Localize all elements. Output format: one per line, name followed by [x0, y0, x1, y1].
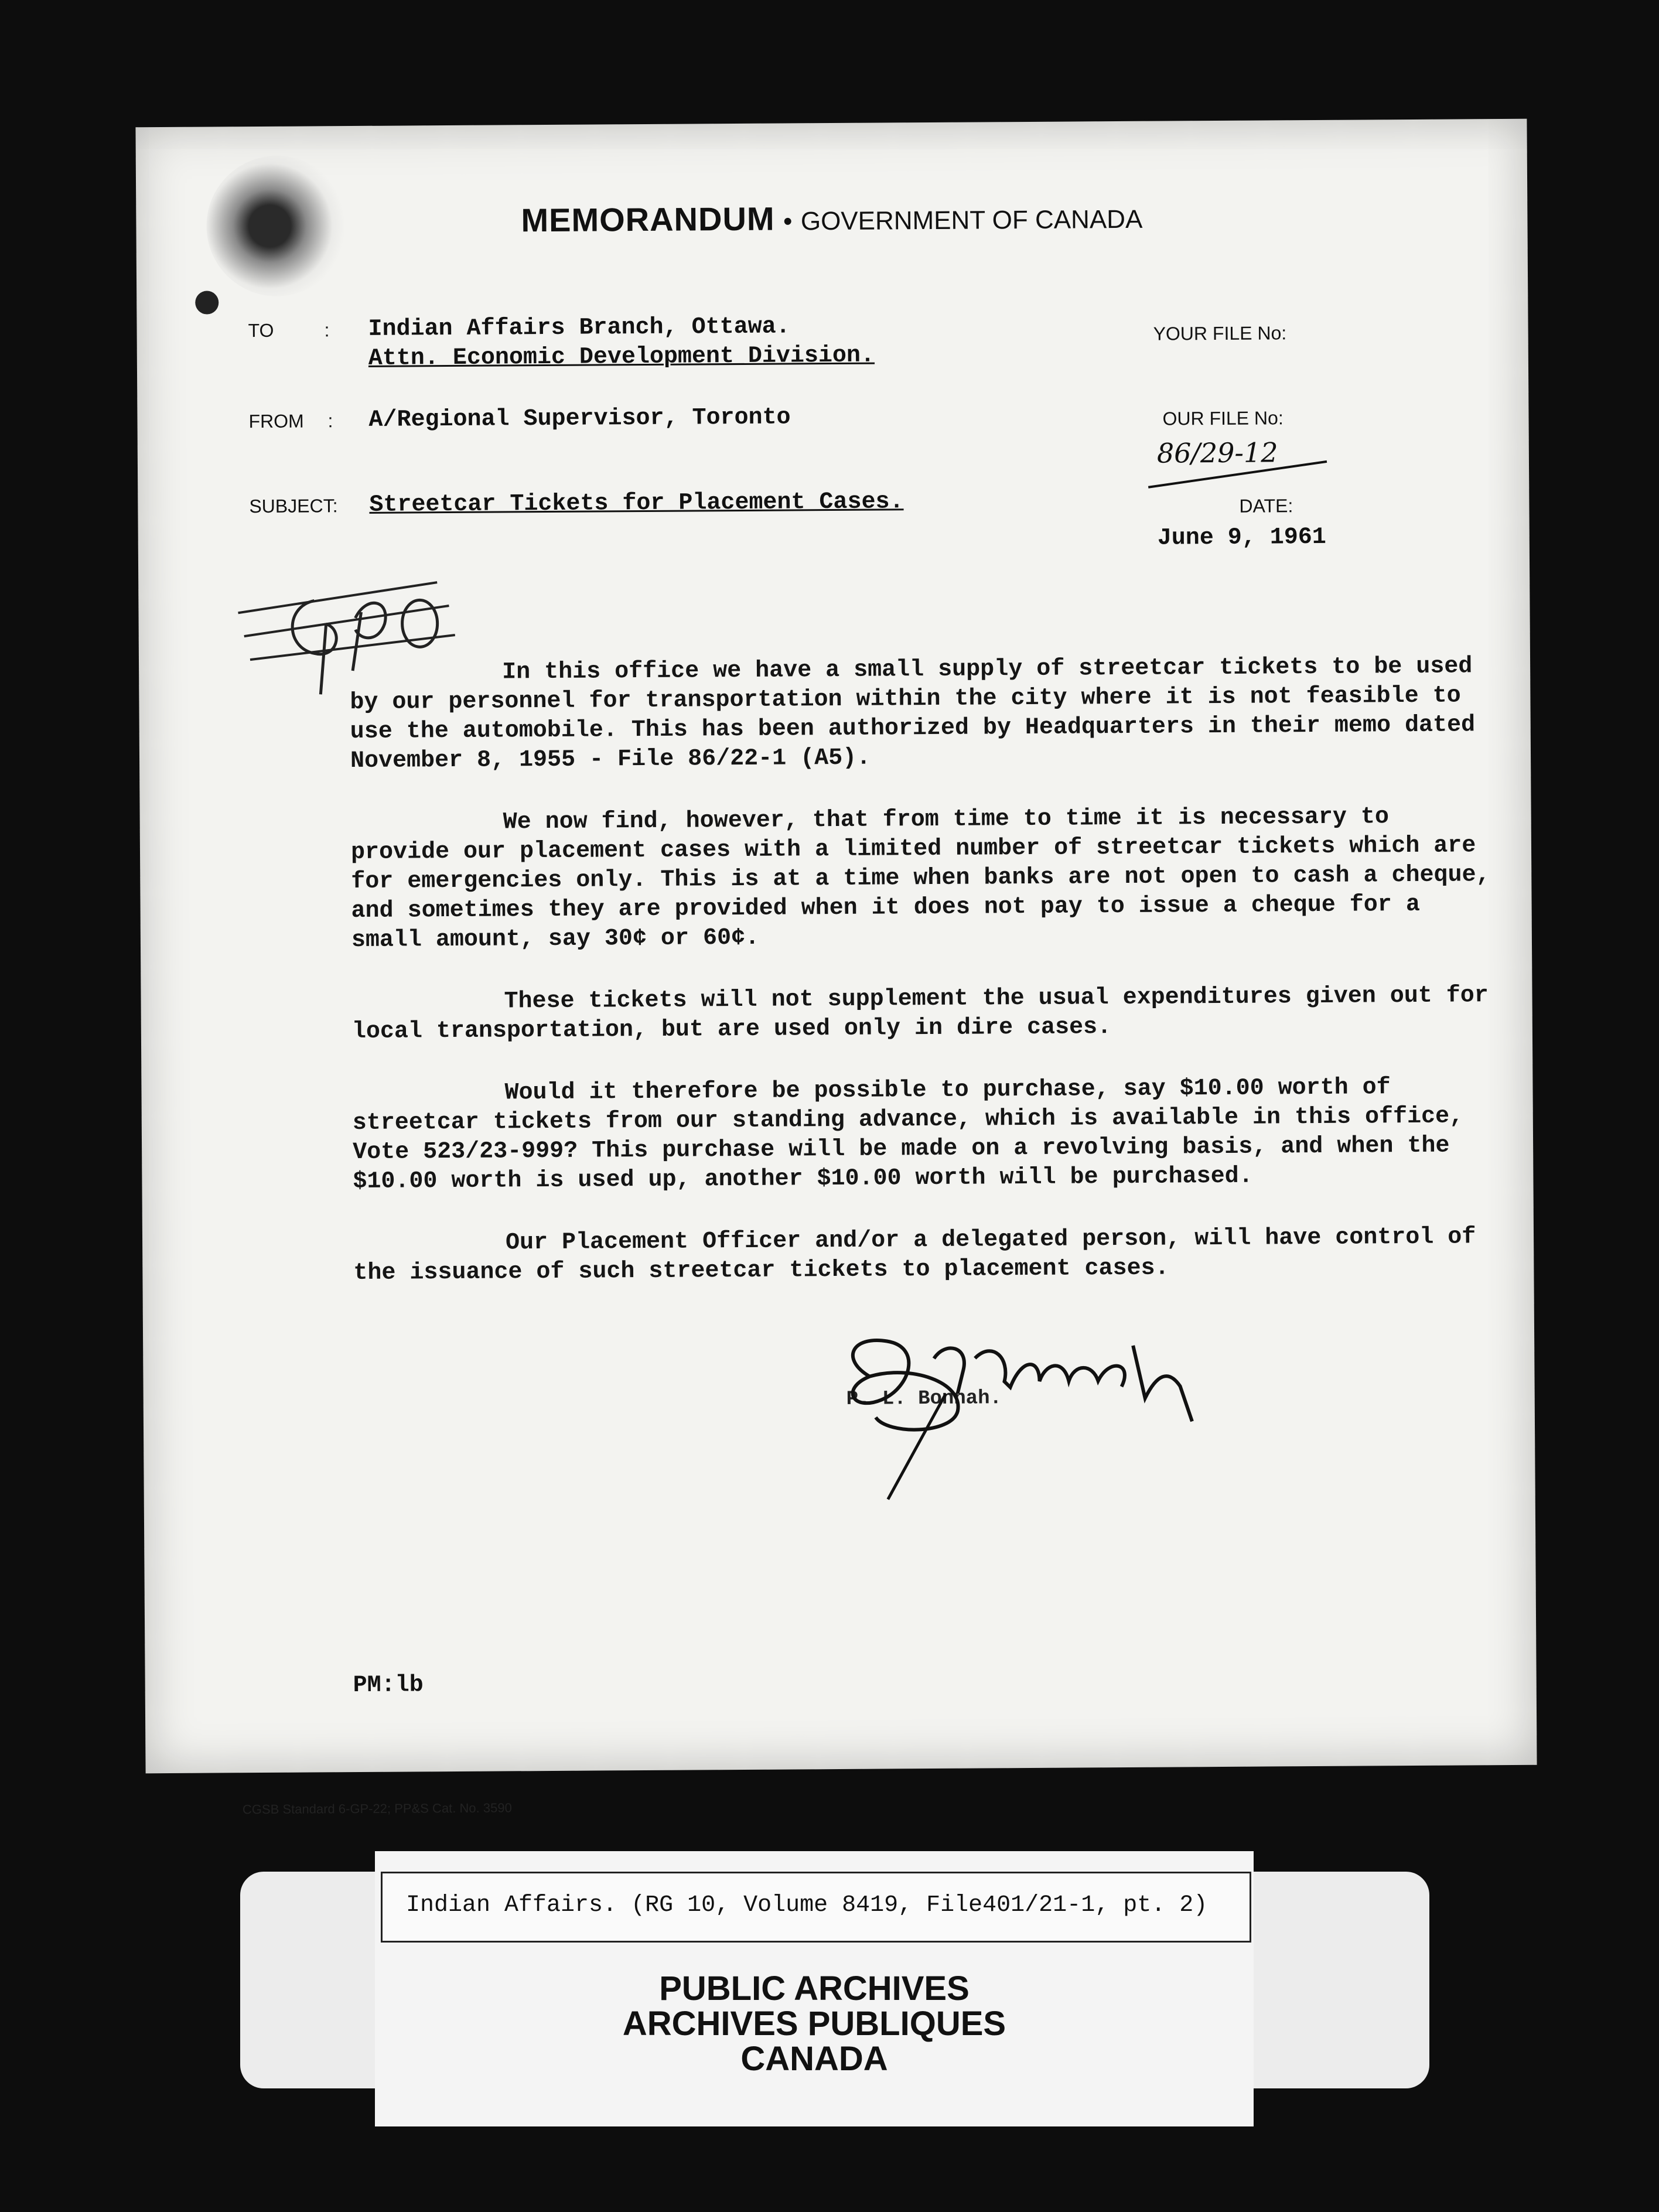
file-number-underline [1145, 457, 1333, 493]
archive-reference: Indian Affairs. (RG 10, Volume 8419, File401/21-1, pt. 2) [406, 1892, 1208, 1919]
archive-reference-box [381, 1872, 1251, 1943]
body-paragraph: Would it therefore be possible to purchase, say $10.00 worth of streetcar tickets from our standing advance, which is available in this office, Vote 523/23-999? This purchase will be made on a revolving basis, and when the $10.00 worth is used up, another $10.00 worth will be purchased. [352, 1074, 1464, 1196]
archive-line-2: ARCHIVES PUBLIQUES [622, 2005, 1006, 2043]
from-colon: : [327, 410, 333, 432]
typed-signature-name: P. L. Bonnah. [846, 1387, 1002, 1411]
archive-line-1: PUBLIC ARCHIVES [659, 1969, 970, 2008]
to-label: TO [248, 319, 274, 342]
memo-body [350, 652, 1496, 1321]
header-bullet: • [783, 207, 793, 236]
to-line-1: Indian Affairs Branch, Ottawa. [368, 313, 790, 343]
our-file-value: 86/29-12 [1156, 436, 1278, 469]
body-paragraph: We now find, however, that from time to time it is necessary to provide our placement cases with a limited number of streetcar tickets which are for emergencies only. This is at a time when banks are not open to cash a cheque, and sometimes they are provided when it does not pay to issue a cheque for a small amount, say 30¢ or 60¢. [350, 804, 1490, 954]
from-label: FROM [248, 410, 304, 432]
subject-label: SUBJECT: [249, 495, 338, 517]
from-value: A/Regional Supervisor, Toronto [368, 404, 791, 433]
ink-spot [195, 291, 219, 314]
memo-header [136, 195, 1527, 242]
our-file-label: OUR FILE No: [1162, 407, 1283, 429]
body-paragraph: Our Placement Officer and/or a delegated person, will have control of the issuance of such streetcar tickets to placement cases. [353, 1224, 1476, 1287]
archive-stamp [375, 1971, 1254, 2077]
handwritten-signature [817, 1322, 1228, 1511]
subject-value: Streetcar Tickets for Placement Cases. [369, 489, 904, 518]
body-paragraph: In this office we have a small supply of streetcar tickets to be used by our personnel for transportation within the city where it is not feasible to use the automobile. This has been authorized by Headquarters in their memo dated November 8, 1955 - File 86/22-1 (A5). [350, 653, 1476, 775]
date-label: DATE: [1239, 495, 1293, 517]
memo-sheet [135, 119, 1537, 1817]
typist-initials: PM:lb [353, 1672, 424, 1699]
your-file-label: YOUR FILE No: [1153, 322, 1287, 344]
to-colon: : [324, 319, 330, 341]
body-paragraph: These tickets will not supplement the usual expenditures given out for local transportation, but are used only in dire cases. [351, 982, 1489, 1046]
memo-subtitle: GOVERNMENT OF CANADA [800, 204, 1143, 236]
memo-title: MEMORANDUM [521, 200, 775, 239]
to-line-2: Attn. Economic Development Division. [368, 342, 875, 372]
form-catalog-number: CGSB Standard 6-GP-22; PP&S Cat. No. 3590 [242, 1800, 512, 1817]
date-value: June 9, 1961 [1157, 524, 1326, 552]
archive-line-3: CANADA [740, 2040, 888, 2078]
